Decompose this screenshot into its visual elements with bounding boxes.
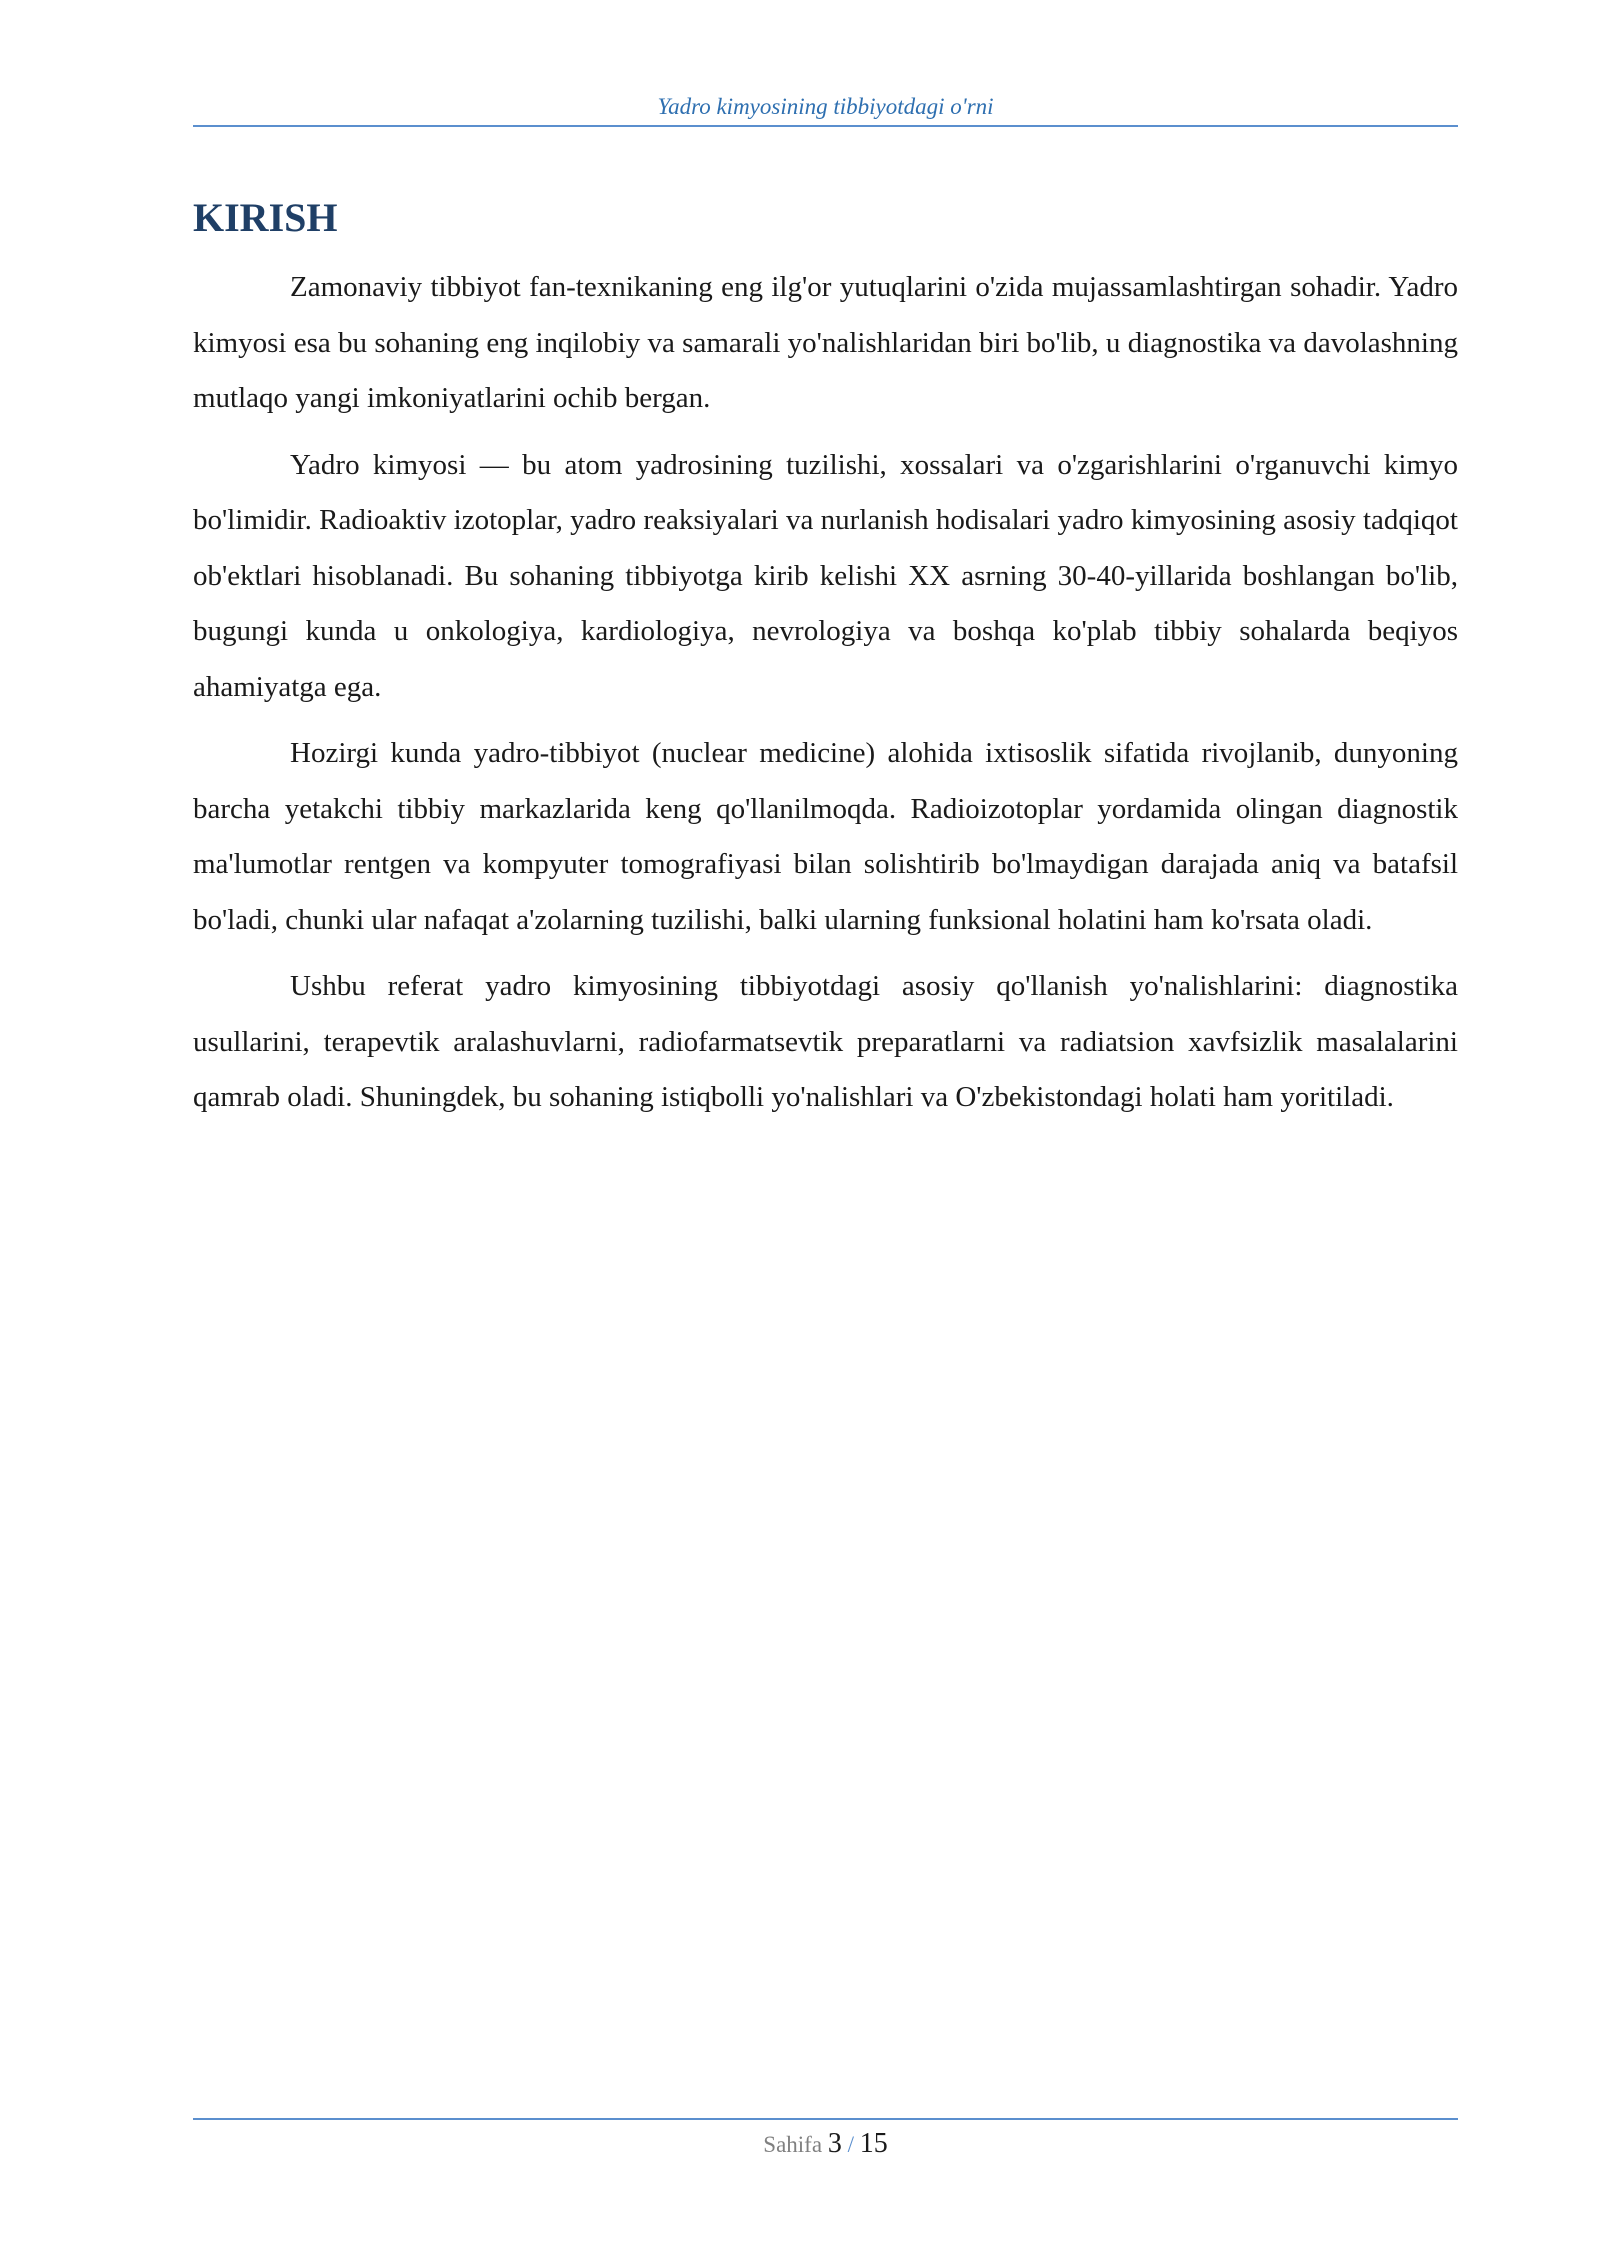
current-page-number: 3 (827, 2128, 842, 2159)
footer-divider (193, 2118, 1458, 2120)
page-separator: / (847, 2132, 854, 2157)
paragraph-3: Hozirgi kunda yadro-tibbiyot (nuclear medicine) alohida ixtisoslik sifatida rivojlanib, dunyoning barcha yetakchi tibbiy markazlarida keng qo'llanilmoqda. Radioizotoplar yordamida olingan diagnostik ma'lumotlar rentgen va kompyuter tomografiyasi bilan solishtirib bo'lmaydigan darajada aniq va batafsil bo'ladi, chunki ular nafaqat a'zolarning tuzilishi, balki ularning funksional holatini ham ko'rsata oladi. (193, 737, 1458, 936)
paragraph-1: Zamonaviy tibbiyot fan-texnikaning eng ilg'or yutuqlarini o'zida mujassamlashtirgan sohadir. Yadro kimyosi esa bu sohaning eng inqilobiy va samarali yo'nalishlaridan biri bo'lib, u diagnostika va davolashning mutlaqo yangi imkoniyatlarini ochib bergan. (193, 271, 1458, 414)
page-label: Sahifa (763, 2132, 823, 2157)
paragraph-2: Yadro kimyosi — bu atom yadrosining tuzilishi, xossalari va o'zgarishlarini o'rganuvchi kimyo bo'limidir. Radioaktiv izotoplar, yadro reaksiyalari va nurlanish hodisalari yadro kimyosining asosiy tadqiqot ob'ektlari hisoblanadi. Bu sohaning tibbiyotga kirib kelishi XX asrning 30-40-yillarida boshlangan bo'lib, bugungi kunda u onkologiya, kardiologiya, nevrologiya va boshqa ko'plab tibbiy sohalarda beqiyos ahamiyatga ega. (193, 448, 1458, 703)
page-content (193, 190, 1458, 1137)
total-pages-number: 15 (859, 2128, 888, 2159)
running-header: Yadro kimyosining tibbiyotdagi o'rni (657, 94, 994, 119)
page-footer (193, 2128, 1458, 2160)
header-divider (193, 125, 1458, 127)
paragraph-4: Ushbu referat yadro kimyosining tibbiyotdagi asosiy qo'llanish yo'nalishlarini: diagnostika usullarini, terapevtik aralashuvlarni, radiofarmatsevtik preparatlarni va radiatsion xavfsizlik masalalarini qamrab oladi. Shuningdek, bu sohaning istiqbolli yo'nalishlari va O'zbekistondagi holati ham yoritiladi. (193, 970, 1458, 1113)
section-title: KIRISH (193, 195, 338, 240)
